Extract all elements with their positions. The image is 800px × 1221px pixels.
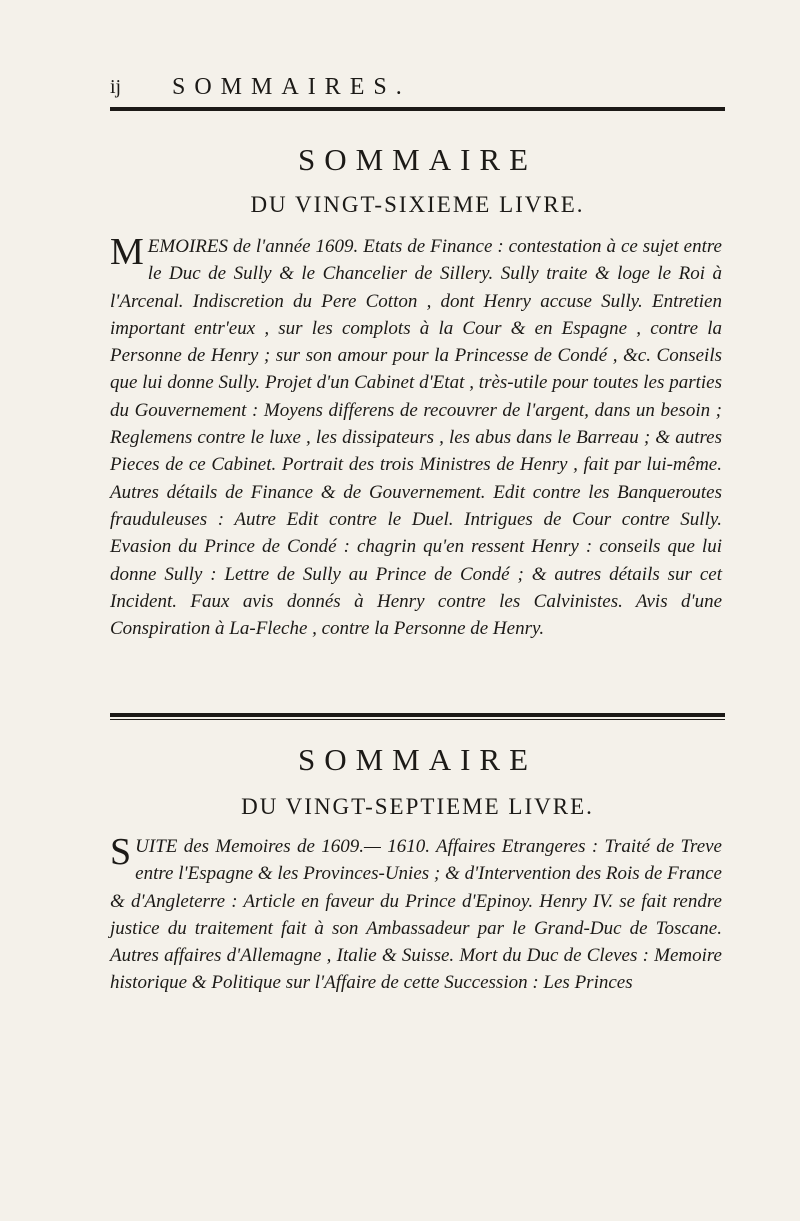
section2-heading: SOMMAIRE (297, 742, 538, 777)
section1-heading: SOMMAIRE (297, 142, 538, 177)
running-head (110, 74, 710, 104)
section1-subheading: DU VINGT-SIXIEME LIVRE. (250, 192, 585, 217)
section1-text: EMOIRES de l'année 1609. Etats de Finance : contestation à ce sujet entre le Duc de Sully & le Chancelier de Sillery. Sully traite & loge le Roi à l'Arcenal. Indiscretion du Pere Cotton , dont Henry accuse Sully. Entretien important entr'eux , sur les complots à la Cour & en Espagne , contre la Personne de Henry ; sur son amour pour la Princesse de Condé , &c. Conseils que lui donne Sully. Projet d'un Cabinet d'Etat , très-utile pour toutes les parties du Gouvernement : Moyens differens de recouvrer de l'argent, dans un besoin ; Reglemens contre le luxe , les dissipateurs , les abus dans le Barreau ; & autres Pieces de ce Cabinet. Portrait des trois Ministres de Henry , fait par lui-même. Autres détails de Finance & de Gouvernement. Edit contre les Banqueroutes frauduleuses : Autre Edit contre le Duel. Intrigues de Cour contre Sully. Evasion du Prince de Condé : chagrin qu'en ressent Henry : conseils que lui donne Sully : Lettre de Sully au Prince de Condé ; & autres détails sur cet Incident. Faux avis donnés à Henry contre les Calvinistes. Avis d'une Conspiration à La-Fleche , contre la Personne de Henry. (110, 236, 722, 640)
running-title: SOMMAIRES. (172, 74, 411, 100)
section2-text: UITE des Memoires de 1609.— 1610. Affaires Etrangeres : Traité de Treve entre l'Espagne & les Provinces-Unies ; & d'Intervention des Rois de France & d'Angleterre : Article en faveur du Prince d'Epinoy. Henry IV. se fait rendre justice du traitement fait à son Ambassadeur par le Grand-Duc de Toscane. Autres affaires d'Allemagne , Italie & Suisse. Mort du Duc de Cleves : Memoire historique & Politique sur l'Affaire de cette Succession : Les Princes (110, 836, 722, 994)
section-divider (110, 713, 725, 717)
section-divider-thin (110, 719, 725, 720)
section2-subheading: DU VINGT-SEPTIEME LIVRE. (241, 794, 594, 819)
page-number: ij (110, 76, 122, 98)
section1-summary (110, 233, 722, 642)
section2-summary (110, 833, 722, 997)
header-rule (110, 107, 725, 111)
section1-dropcap: M (110, 231, 144, 273)
section2-dropcap: S (110, 831, 132, 873)
